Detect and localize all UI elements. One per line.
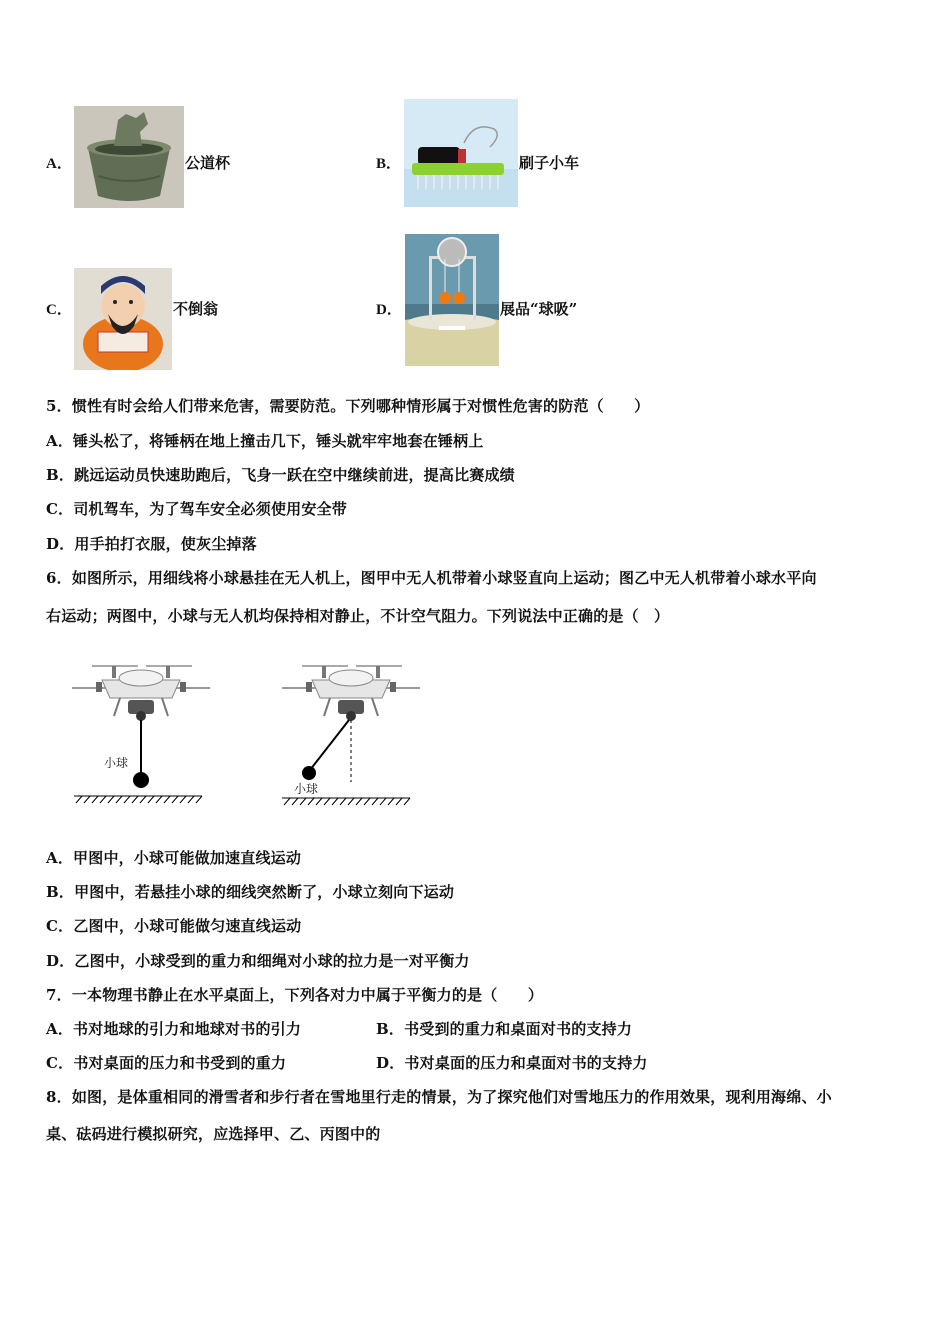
option-d: D．用手拍打衣服，使灰尘掉落 xyxy=(46,535,257,553)
brush-car-image xyxy=(404,99,518,207)
option-b: B．书受到的重力和桌面对书的支持力 xyxy=(376,1020,633,1038)
option-letter: B． xyxy=(376,156,402,172)
drone-figure-left xyxy=(66,650,216,810)
option-c: C．书对桌面的压力和书受到的重力 xyxy=(46,1054,287,1072)
option-label: 刷子小车 xyxy=(519,154,580,172)
question-stem: 7．一本物理书静止在水平桌面上，下列各对力中属于平衡力的是（ ） xyxy=(46,986,544,1004)
option-label: 展品“球吸” xyxy=(500,300,578,318)
drone-icon xyxy=(282,666,420,721)
ball-suction-exhibit-image xyxy=(405,234,499,366)
drone-figure-right xyxy=(276,650,426,812)
option-a: A．锤头松了，将锤柄在地上撞击几下，锤头就牢牢地套在锤柄上 xyxy=(46,432,484,450)
option-a: A．甲图中，小球可能做加速直线运动 xyxy=(46,849,302,867)
option-d: D．乙图中，小球受到的重力和细绳对小球的拉力是一对平衡力 xyxy=(46,952,470,970)
option-a: A．书对地球的引力和地球对书的引力 xyxy=(46,1020,302,1038)
question-stem-line-1: 6．如图所示，用细线将小球悬挂在无人机上，图甲中无人机带着小球竖直向上运动；图乙中无人机带着小球水平向 xyxy=(46,569,817,587)
question-stem-line-2: 右运动；两图中，小球与无人机均保持相对静止，不计空气阻力。下列说法中正确的是（ ） xyxy=(46,607,670,625)
option-letter: A． xyxy=(46,156,72,172)
option-letter: C． xyxy=(46,302,72,318)
ball-icon xyxy=(302,766,316,780)
ball-label: 小球 xyxy=(104,756,129,770)
option-d: D．书对桌面的压力和桌面对书的支持力 xyxy=(376,1054,648,1072)
ball-label: 小球 xyxy=(294,782,319,796)
question-stem: 5．惯性有时会给人们带来危害，需要防范。下列哪种情形属于对惯性危害的防范（ ） xyxy=(46,397,650,415)
celadon-cup-image xyxy=(74,106,184,208)
option-letter: D． xyxy=(376,302,402,318)
option-c: C．司机驾车，为了驾车安全必须使用安全带 xyxy=(46,500,347,518)
ball-icon xyxy=(133,772,149,788)
option-b: B．跳远运动员快速助跑后，飞身一跃在空中继续前进，提高比赛成绩 xyxy=(46,466,515,484)
question-stem-line-2: 桌、砝码进行模拟研究，应选择甲、乙、丙图中的 xyxy=(46,1125,381,1143)
option-label: 公道杯 xyxy=(185,154,231,172)
question-stem-line-1: 8．如图，是体重相同的滑雪者和步行者在雪地里行走的情景，为了探究他们对雪地压力的作用效果，现利用海绵、小 xyxy=(46,1088,832,1106)
option-c: C．乙图中，小球可能做匀速直线运动 xyxy=(46,917,302,935)
option-label: 不倒翁 xyxy=(173,300,219,318)
drone-icon xyxy=(72,666,210,721)
option-b: B．甲图中，若悬挂小球的细线突然断了，小球立刻向下运动 xyxy=(46,883,455,901)
roly-poly-image xyxy=(74,268,172,370)
